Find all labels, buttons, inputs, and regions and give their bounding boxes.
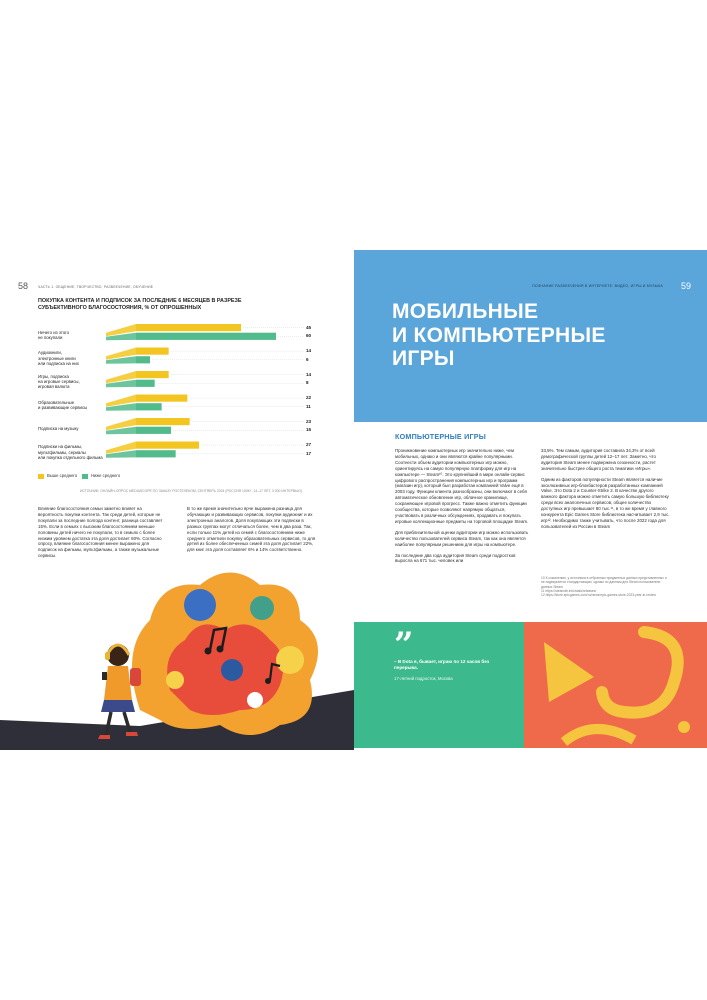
legend-swatch-below <box>82 474 88 479</box>
right-page <box>354 0 707 1000</box>
bar-above-average <box>136 418 190 425</box>
page-title-line2: И КОМПЬЮТЕРНЫЕ <box>392 323 606 347</box>
body-paragraph: За последние два года аудитория Steam среди подростков выросла на 671 тыс. человек или <box>395 552 516 564</box>
bar-below-average <box>136 403 162 410</box>
category-label: Ничего из этого не покупали <box>38 329 70 340</box>
running-head-right: ПОЗНАНИЕ РАЗВЛЕЧЕНИЯ В ИНТЕРНЕТЕ: ВИДЕО, ИГРЫ И МУЗЫКА <box>532 284 663 288</box>
body-paragraph: 33,5%. Тем самым, аудитория составила 34,3% от всей демографической группы детей 12–17 лет. Заметно, что аудитория Steam менее подвержена сезонности, растет значительно быстрее общего роста тематики «Игры». <box>541 448 656 471</box>
legend-label-below: Ниже среднего <box>91 473 121 478</box>
bar-value-label: 45 <box>306 324 312 330</box>
bar-value-label: 14 <box>306 348 312 354</box>
chart-title-line2: СУБЪЕКТИВНОГО БЛАГОСОСТОЯНИЯ, % ОТ ОПРОШЕННЫХ <box>38 304 202 311</box>
bar-below-average <box>136 450 176 457</box>
decorative-shapes-graphic <box>524 622 707 748</box>
body-paragraph: Для приблизительной оценки аудитории игр можно использовать количество пользователей сервиса Steam, так как она является наиболее популярным решением для игры на компьютере. <box>395 529 529 547</box>
bar-value-label: 15 <box>306 427 312 433</box>
category-label: Подписка на музыку <box>38 426 79 432</box>
bar-below-average <box>136 333 276 340</box>
category-label: Образовательные и развивающие сервисы <box>38 400 88 411</box>
bar-below-average <box>136 427 171 434</box>
bar-value-label: 60 <box>306 333 312 339</box>
legend-label-above: Выше среднего <box>47 473 78 478</box>
bar-value-label: 8 <box>306 380 309 386</box>
bar-above-average <box>136 324 241 331</box>
footnote: 10 К сожалению, у источника в отбранных предметных данных представленных и не подвергается стандартизации, однако по данным для Steam пользователи данных Steam <box>541 576 667 589</box>
quote-attribution: 17-летний подросток, Москва <box>394 676 453 681</box>
page-title-line1: МОБИЛЬНЫЕ <box>392 300 539 323</box>
bar-value-label: 23 <box>306 418 312 424</box>
body-paragraph: Одним из факторов популярности Steam является наличие эксклюзивных игр-блокбастеров разработанных компанией Valve. Это Dota 2 и Counter-Strike 2. В качестве другого важного фактора можно отметить самую большую библиотеку среди всех аналогичных сервисов, общее количество доступных игр превышает 80 тыс.¹¹, в то же время у главного конкурента Epic Games Store библиотека насчитывает 2,9 тыс. игр¹². Необходимо также учитывать, что после 2022 года для пользователей из России в Steam <box>541 476 670 529</box>
body-text-col1-left: Влияние благосостояния семьи заметно влияет на вероятность покупки контента. Так среди детей, которые не покупали за последние полгода контент, разница составляет 15%. Если в семьях с высоким благосостоянием меньше половины детей ничего не покупали, то в семьях с более низким уровнем достатка эта доля достигает 60%. Согласно опросу, влияние благосостояния менее выражено для подписок на фильмы, мультфильмы, а также музыкальные сервисы. <box>38 506 163 559</box>
decorative-shapes-panel <box>524 622 707 748</box>
bar-above-average <box>136 442 199 449</box>
quote-mark-icon: ” <box>394 625 414 665</box>
footnote-link[interactable]: 12 https://store.epicgames.com/ru/news/epic-games-store-2023-year-in-review <box>541 593 656 598</box>
quote-box <box>354 622 524 748</box>
purchase-bar-chart <box>38 322 320 470</box>
body-text-col2-right <box>541 448 671 530</box>
bar-value-label: 14 <box>306 371 312 377</box>
bar-above-average <box>136 348 169 355</box>
page-title-line3: ИГРЫ <box>392 347 455 370</box>
running-head-left: ЧАСТЬ 1. ОБЩЕНИЕ, ТВОРЧЕСТВО, РАЗВЛЕЧЕНИЕ, ОБУЧЕНИЕ <box>38 285 154 289</box>
hero-banner <box>354 250 707 422</box>
chart-title <box>38 298 318 311</box>
girl-with-headphones-illustration <box>0 560 354 750</box>
footnotes <box>541 576 671 597</box>
page-number-left: 58 <box>18 281 29 291</box>
bar-value-label: 11 <box>306 403 311 409</box>
page-number-right: 59 <box>680 281 691 291</box>
bar-below-average <box>136 380 155 387</box>
body-text-col2-left: В то же время значительно ярче выражена разница для обучающих и развивающих сервисов, покупки аудиокниг и их электронных аналогов. Доля покупающих эти подписки в разных группах могут отличаться более, чем в два раза. Так, если только 11% детей из семей с благосостоянием ниже среднего отметили покупку образовательных сервисов, то для детей из более обеспеченных семей эта доля достигает 22%, для книг эта доля составляет 6% и 14% соответственно. <box>187 506 316 553</box>
bar-value-label: 22 <box>306 395 312 401</box>
bar-above-average <box>136 371 169 378</box>
chart-source: ИСТОЧНИК: ОНЛАЙН-ОПРОС MEDIASCOPE ПО ЗАКАЗУ РОСТЕЛЕКОМ, СЕНТЯБРЬ 2024 (РОССИЯ 100К+, 14–17 ЛЕТ, 3 000 ИНТЕРВЬЮ) <box>80 489 302 493</box>
footnote-link[interactable]: 11 https://steamdb.info/stats/releases/ <box>541 588 597 593</box>
chart-title-line1: ПОКУПКА КОНТЕНТА И ПОДПИСОК ЗА ПОСЛЕДНИЕ 6 МЕСЯЦЕВ В РАЗРЕЗЕ <box>38 298 242 304</box>
bar-above-average <box>136 395 187 402</box>
body-text-col1-right <box>395 448 529 564</box>
category-label: Аудиокниги, электронные книги или подписка на них <box>38 350 79 366</box>
category-label: Игры, подписка на игровые сервисы, игровая валюта <box>38 373 80 390</box>
quote-text: – В Dota я, бывает, играю по 12 часов без перерыва. <box>394 659 490 670</box>
category-label: Подписки на фильмы, мультфильмы, сериалы или покупка отдельного фильма <box>38 444 103 460</box>
page-title <box>392 300 606 371</box>
section-heading: КОМПЬЮТЕРНЫЕ ИГРЫ <box>395 432 486 441</box>
bar-value-label: 17 <box>306 450 312 456</box>
legend-swatch-above <box>38 474 44 479</box>
bar-value-label: 6 <box>306 356 309 362</box>
bar-below-average <box>136 356 150 363</box>
body-paragraph: Проникновение компьютерных игр значительно ниже, чем мобильных, однако и они являются крайне популярными. Соотнести объем аудитории компьютерных игр можно, ориентируясь на самую популярную платформу для игр на компьютере — Steam¹⁰. Это крупнейший в мире онлайн-сервис цифрового распространения компьютерных игр и программ (магазин игр), который был разработан компанией Valve ещё в 2003 году. Функции клиента разнообразны, они включают в себя автоматическое обновление игр, облачное хранилище, сохраняющее игровой прогресс. Также важно отметить функции сообщества, которые позволяют напрямую общаться, участвовать в различных обсуждениях, продавать и покупать игровые коллекционные предметы на торговой площадке Steam. <box>395 448 529 524</box>
chart-legend <box>38 473 238 481</box>
bar-value-label: 27 <box>306 442 312 448</box>
